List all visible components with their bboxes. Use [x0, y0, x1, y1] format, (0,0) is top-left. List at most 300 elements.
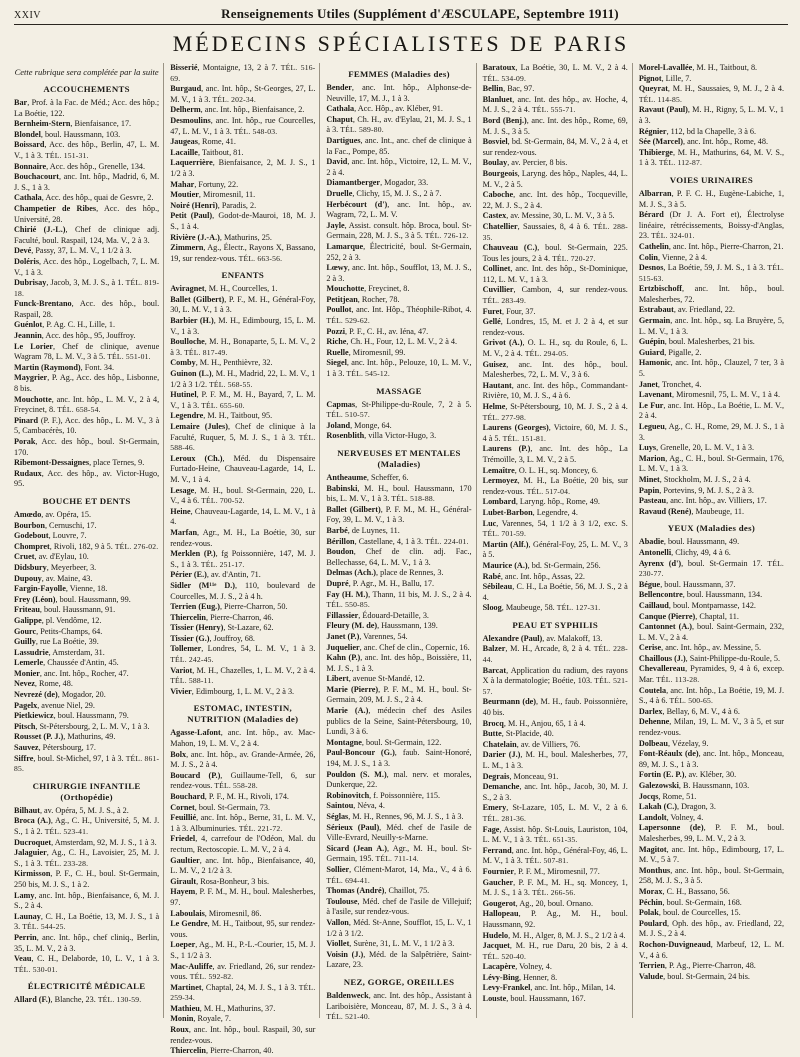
entry-details: , Victoire, 60, M. J. S., 4 à 5. [482, 423, 628, 443]
directory-entry [170, 316, 315, 337]
telephone: TÉL. 651-35. [533, 835, 578, 845]
doctor-name: Jalaguier [14, 848, 47, 858]
entry-details: , M. H., boul. Haussmann, 170 bis, L. M. V., 1 à 3. [326, 483, 472, 504]
section-heading: NEZ, GORGE, OREILLES [343, 976, 455, 987]
directory-entry [483, 338, 628, 359]
telephone: TÉL. 521-57. [482, 676, 628, 696]
doctor-name: Viollet [326, 939, 350, 949]
directory-entry [483, 444, 628, 465]
doctor-name: Guinon (L.) [170, 369, 212, 379]
entry-details: , Jouffroy, 68. [209, 633, 255, 643]
directory-entry [170, 180, 315, 191]
directory-entry [326, 526, 471, 537]
column-3 [326, 63, 476, 1022]
doctor-name: Beurmann (de) [482, 697, 537, 707]
doctor-name: Zimmern [170, 243, 204, 253]
directory-entry [170, 158, 315, 179]
entry-details: , boul. Saint-Germain, 232, L. M. V., 2 à 4. [638, 622, 785, 642]
entry-details: , St-Philippe-du-Roule, 7, 2 à 5. [355, 399, 472, 409]
directory-entry [483, 169, 628, 190]
telephone: TÉL. 720-27. [552, 253, 596, 263]
doctor-name: Bérillon [326, 536, 355, 546]
directory-entry [483, 243, 628, 264]
entry-details: , Surène, 31, L. M. V., 1 1/2 à 3. [349, 939, 455, 949]
entry-details: , Volney, 4. [666, 812, 704, 822]
doctor-name: Coutela [638, 685, 667, 695]
entry-details: , Vézelay, 9. [667, 738, 709, 748]
directory-entry [170, 602, 315, 613]
entry-details: , Londres, 15, M. et J. 2 à 4, et sur rendez-vous. [482, 317, 628, 337]
directory-entry [326, 104, 471, 115]
doctor-name: Siegel [326, 358, 347, 368]
entry-details: , Petits-Champs, 64. [36, 626, 103, 636]
doctor-name: Collinet [482, 264, 511, 274]
doctor-name: Broca (A.) [14, 816, 51, 826]
section-heading: NERVEUSES ET MENTALES (Maladies) [337, 448, 461, 469]
telephone: TÉL. 507-81. [524, 856, 569, 866]
doctor-name: Gaultier [170, 855, 200, 865]
directory-entry [326, 263, 471, 284]
directory-entry [14, 458, 159, 469]
doctor-name: Monin [170, 1014, 194, 1024]
directory-entry [14, 806, 159, 817]
journal-title: Renseignements Utiles (Supplément d'ÆSCULAPE, Septembre 1911) [221, 6, 619, 21]
entry-details: , av. Friedland, 26, sur rendez-vous. [170, 961, 316, 982]
directory-entry [326, 242, 471, 263]
entry-details: , Londres, 54, L. M. V., 1 à 3. [201, 644, 316, 654]
entry-details: , Méd. de la Salpêtrière, Saint-Lazare, 23. [326, 949, 472, 970]
directory-entry [14, 193, 159, 204]
directory-entry [14, 416, 159, 437]
entry-details: , Monge, 64. [350, 420, 392, 430]
doctor-name: Barbier (H.) [170, 316, 214, 326]
doctor-name: Bender [326, 83, 352, 92]
entry-details: , St-Pétersbourg, 2, L. M. V., 1 à 3. [35, 721, 150, 731]
entry-details: , Freycinet, 8. [364, 284, 410, 294]
entry-details: , Laryng. hôp., Rome, 49. [515, 497, 600, 507]
directory-entry [14, 373, 159, 394]
directory-entry [14, 648, 159, 659]
entry-details: , Volney, 4. [515, 962, 552, 972]
entry-details: , Pétersbourg, 17. [38, 743, 96, 753]
entry-details: , Acc. des hôp., 95, Jouffroy. [41, 331, 136, 341]
entry-details: , anc. Int. hôp., Alphonse-de-Neuville, 17, M. J., 1 à 3. [326, 83, 472, 103]
entry-details: , M. H., Penthièvre, 32. [195, 358, 273, 368]
entry-details: , P. F. M., M. H., boul. Malesherbes, 97. [170, 887, 316, 907]
directory-entry [170, 549, 315, 570]
entry-details: , P. Ag., Pierre-Charron, 48. [664, 961, 756, 971]
doctor-name: Ravaud (René) [638, 506, 692, 516]
directory-entry [170, 813, 315, 834]
directory-entry [170, 507, 315, 528]
directory-entry [170, 803, 315, 814]
directory-entry [639, 823, 784, 844]
directory-entry [483, 582, 628, 603]
entry-details: , P. F. M., M. H., Général-Foy, 39, L. M. V., 1 à 3. [326, 504, 472, 525]
telephone: TÉL. 224-01. [425, 536, 469, 546]
telephone: TÉL. 592-82. [189, 972, 234, 982]
doctor-name: Guépin [638, 337, 665, 347]
directory-entry [170, 834, 315, 855]
doctor-name: Kirmisson [14, 869, 51, 879]
directory-entry [639, 961, 784, 972]
doctor-name: Le Gendre [170, 919, 208, 929]
doctor-name: Kahn (P.) [326, 653, 361, 663]
doctor-name: Agasse-Lafont [170, 728, 221, 738]
entry-details: , P. Ag., Acc. des hôp., Lisbonne, 8 bis. [14, 373, 160, 394]
doctor-name: Boucard (P.) [170, 770, 221, 780]
entry-details: , M. H., Taitbout, 95. [203, 411, 273, 421]
doctor-name: Minet [638, 474, 660, 484]
directory-entry [483, 719, 628, 730]
entry-details: , Amsterdam, 92, M. J. S., 1 à 3. [51, 837, 157, 847]
doctor-name: Sauvez [14, 743, 39, 753]
doctor-name: Blanluet [482, 94, 513, 104]
doctor-name: Régnier [638, 126, 667, 136]
directory-entry [14, 331, 159, 342]
directory-entry [14, 552, 159, 563]
entry-details: , Bellay, 6, M. V., 4 à 6. [662, 706, 740, 716]
doctor-name: Variot [170, 665, 193, 675]
doctor-name: Porak [14, 437, 36, 446]
directory-entry [326, 348, 471, 359]
entry-details: , Vienne, 18. [65, 584, 108, 594]
doctor-name: Ribemont-Dessaignes [14, 458, 90, 468]
doctor-name: Hayem [170, 887, 196, 897]
directory-entry [639, 358, 784, 379]
doctor-name: Ertzbischoff [638, 284, 683, 294]
doctor-name: Gaucher [482, 877, 514, 887]
directory-entry [14, 838, 159, 849]
entry-details: , anc. Int. des hôp., St-Dominique, 112, L. M. V., 1 à 3. [482, 264, 628, 284]
entry-details: , B. Haussmann, 103. [678, 781, 750, 790]
doctor-name: Godebout [14, 531, 49, 541]
entry-details: , Taitbout, 81. [197, 147, 244, 157]
entry-details: , av. d'Antin, 71. [206, 570, 261, 580]
entry-details: , Varennes, 54, 1 1/2 à 3 1/2, exc. S. [496, 518, 628, 528]
directory-entry [14, 130, 159, 141]
entry-details: , P. F., C. H., boul. St-Germain, 250 bis, M. J. S., 1 à 2. [14, 869, 160, 889]
doctor-name: Bosviel [482, 137, 508, 147]
entry-details: , anc. Int. hôp., Jacob, 30, M. J. S., 2 à 3. [482, 782, 628, 802]
telephone: TÉL. 516-69. [170, 63, 316, 83]
doctor-name: Bouchacourt [14, 172, 60, 182]
directory-entry [170, 233, 315, 244]
doctor-name: Launay [14, 911, 41, 921]
directory-entry [326, 748, 471, 769]
telephone: TÉL. 259-34. [170, 982, 316, 1003]
doctor-name: Rudaux [14, 468, 42, 478]
directory-entry [639, 972, 784, 983]
entry-details: , anc. Int. hôp., Général-Foy, 46, L. M. V., 1 à 3. [482, 845, 628, 866]
directory-entry [483, 962, 628, 973]
directory-entry [170, 728, 315, 749]
entry-details: , Chaptal, 24, M. J. S., 1 à 3. [201, 982, 297, 992]
doctor-name: Veau [14, 954, 32, 964]
doctor-name: Ballet (Gilbert) [170, 294, 225, 304]
doctor-name: Ducroquet [14, 837, 52, 847]
directory-entry [483, 317, 628, 338]
telephone: TÉL. 568-55. [209, 379, 253, 389]
entry-details: , M. H., Alger, 8, M. J. S., 2 1/2 à 4. [508, 930, 626, 940]
doctor-name: Laboulais [170, 908, 205, 918]
directory-entry [170, 422, 315, 454]
telephone: TÉL. 534-09. [482, 73, 527, 83]
entry-details: , Fortuny, 22. [194, 179, 239, 189]
doctor-name: Dupré [326, 578, 349, 588]
doctor-name: Mouchotte [14, 394, 52, 404]
telephone: TÉL. 277-98. [482, 412, 527, 422]
directory-entry [483, 878, 628, 899]
doctor-name: Guénlot [14, 320, 43, 330]
telephone: TÉL. 548-03. [233, 126, 278, 136]
doctor-name: Lemerle [14, 658, 44, 668]
directory-entry [170, 792, 315, 803]
telephone: TÉL. 663-56. [238, 253, 283, 263]
entry-details: , av. Opéra, 15. [41, 509, 92, 519]
entry-details: , P. Ag. C. H., Lille, 1. [42, 320, 116, 330]
entry-details: , av. Maine, 43. [41, 573, 93, 583]
directory-entry [170, 454, 315, 486]
entry-details: , Amsterdam, 31. [48, 647, 105, 657]
entry-details: , anc. Int. hôp., Rocher, 47. [39, 668, 129, 678]
entry-details: , O. L. H., sq. du Roule, 6, L. M. V., 2 à 4. [482, 338, 628, 359]
entry-details: , Miromesnil, 11. [198, 190, 256, 200]
directory-entry [326, 305, 471, 326]
directory-entry [483, 63, 628, 84]
directory-entry [483, 644, 628, 665]
entry-details: , Rosa-Bonheur, 3 bis. [196, 876, 270, 886]
entry-details: , Ag., C. H., boul. St-Germain, 176, L. M. V., 1 à 3. [638, 453, 785, 474]
doctor-name: Bellencontre [638, 590, 683, 600]
doctor-name: Montagne [326, 737, 362, 747]
entry-details: , Miromesnil, 99. [348, 347, 406, 357]
doctor-name: Juquelier [326, 642, 360, 652]
entry-details: , P. F., M. H., Rivoli, 174. [204, 792, 289, 801]
doctor-name: Toulouse [326, 896, 358, 906]
doctor-name: Chevallereau [638, 664, 686, 674]
doctor-name: Bérard [638, 210, 664, 220]
directory-entry [483, 825, 628, 846]
directory-entry [639, 866, 784, 887]
entry-details: , boul. St-Germain, 168. [662, 897, 742, 907]
directory-entry [14, 98, 159, 119]
telephone: TÉL. 324-01. [651, 231, 695, 241]
doctor-name: Monthus [638, 865, 671, 875]
doctor-name: Mathieu [170, 1003, 200, 1013]
entry-details: , C. H., Delaborde, 10, L. V., 1 à 3. [31, 954, 160, 964]
directory-entry [639, 390, 784, 401]
directory-entry [639, 898, 784, 909]
directory-entry [170, 623, 315, 634]
entry-details: , anc. Int. hôp., sq. La Bruyère, 5, L. M. V., 1 à 3. [638, 316, 785, 336]
directory-entry [14, 299, 159, 320]
doctor-name: Baldenweck [326, 990, 369, 1000]
directory-entry [170, 962, 315, 983]
directory-entry [14, 563, 159, 574]
doctor-name: Chompret [14, 541, 50, 551]
entry-details: , Maubeuge, 58. [501, 603, 555, 613]
entry-details: , Agr., M. H., La Boétie, 30, sur rendez-vous. [170, 527, 316, 548]
doctor-name: Heine [170, 506, 191, 516]
doctor-name: Marfan [170, 527, 198, 537]
doctor-name: Butte [482, 729, 502, 739]
directory-entry [639, 63, 784, 74]
directory-entry [14, 363, 159, 374]
directory-entry [639, 643, 784, 654]
entry-details: , M. H., La Boétie, 20 bis, sur rendez-vous. [482, 476, 628, 496]
directory-entry [483, 84, 628, 95]
doctor-name: Petitjean [326, 294, 358, 304]
doctor-name: Funck-Brentano [14, 299, 72, 309]
telephone: TÉL. 529-62. [326, 316, 370, 326]
directory-entry [326, 844, 471, 865]
directory-entry [483, 803, 628, 824]
entry-details: , boul. Haussmann, 79. [53, 711, 129, 721]
directory-entry [483, 603, 628, 614]
telephone: TÉL. 726-12. [424, 231, 469, 241]
doctor-name: Bellin [482, 84, 504, 94]
directory-entry [483, 116, 628, 137]
doctor-name: Grivot (A.) [482, 338, 523, 348]
entry-details: , boul. Haussmann, 49. [663, 537, 740, 547]
entry-details: , médecin chef des Asiles publics de la Seine, Saint-Pétersbourg, 10, Lundi, 3 à 6. [326, 706, 472, 737]
directory-entry [483, 190, 628, 211]
entry-details: , Portevins, 9, M. J. S., 2 à 3. [659, 485, 754, 495]
doctor-name: Thiercelin [170, 1046, 206, 1056]
doctor-name: Sicard (Jean A.) [326, 843, 387, 853]
entry-details: , Ag., M. H., P.-L.-Courier, 15, M. J. S., 1 1/2 à 3. [170, 940, 316, 960]
entry-details: , boul. Haussmann, 91. [39, 605, 116, 615]
directory-entry [14, 954, 159, 975]
entry-details: , Assist. consult. hôp. Broca, boul. St-Germain, 228, M. J. S., 3 à 5. [326, 220, 472, 241]
doctor-name: Sollier [326, 864, 350, 874]
doctor-name: Loeper [170, 940, 196, 950]
directory-entry [639, 486, 784, 497]
entry-details: , Four, 37. [502, 306, 536, 316]
entry-details: , Edimbourg, 1, L. M. V., 2 à 3. [191, 686, 295, 696]
telephone: TÉL. 281-36. [482, 813, 527, 823]
directory-entry [483, 211, 628, 222]
directory-entry [639, 908, 784, 919]
doctor-name: Lamy [14, 890, 35, 900]
directory-entry [483, 95, 628, 116]
doctor-name: Lavenant [638, 390, 673, 400]
doctor-name: Galezowski [638, 781, 679, 790]
doctor-name: Sébileau [482, 582, 513, 592]
doctor-name: Lombard [482, 497, 516, 507]
doctor-name: Noiré (Henri) [170, 200, 218, 210]
doctor-name: Pozzi [326, 326, 346, 336]
directory-entry [170, 63, 315, 84]
entry-details: , Stockholm, M. J. S., 2 à 4. [659, 474, 751, 484]
entry-details: , Miromesnil, 75, L. M. V., 1 à 4. [672, 390, 780, 400]
doctor-name: Laurens (P.) [482, 444, 531, 454]
entry-details: , Chaptal, 11. [695, 611, 739, 621]
directory-entry [639, 127, 784, 138]
directory-entry [170, 201, 315, 212]
entry-details: , 110, boulevard de Courcelles, M. J. S., 2 à 4 h. [170, 580, 316, 601]
doctor-name: Jacquet [482, 941, 510, 951]
directory-entry [14, 574, 159, 585]
doctor-name: Valude [638, 971, 664, 981]
directory-entry [326, 157, 471, 178]
doctor-name: Bourgeois [482, 168, 518, 178]
directory-entry [14, 225, 159, 246]
directory-entry [14, 140, 159, 161]
directory-entry [639, 940, 784, 961]
telephone: TÉL. 294-05. [524, 349, 569, 359]
doctor-name: Mahar [170, 179, 195, 189]
directory-entry [326, 632, 471, 643]
doctor-name: Siffre [14, 753, 34, 763]
entry-details: , Meyerbeer, 3. [46, 562, 97, 572]
entry-details: , place Ternes, 9. [89, 458, 145, 468]
entry-details: , anc. Int. hôp., av. Grande-Armée, 26, M. J. S., 2 à 4. [170, 749, 316, 770]
doctor-name: Darlex [638, 706, 663, 716]
entry-details: , M. H., Anjou, 65, 1 à 4. [503, 718, 586, 728]
entry-details: , Haussmann, 139. [377, 621, 438, 631]
doctor-name: Desnos [638, 263, 664, 273]
directory-entry [170, 369, 315, 390]
section-heading: VOIES URINAIRES [669, 174, 754, 185]
doctor-name: Hautant [482, 380, 512, 390]
directory-entry [483, 572, 628, 583]
entry-details: , O. L. H., sq. Moncey, 6. [514, 465, 598, 475]
directory-entry [326, 886, 471, 897]
doctor-name: Poulard [638, 918, 668, 928]
entry-details: , Acc. des hôp., Grenelle, 134. [46, 161, 146, 171]
entry-details: , anc. Int. hôp., Bienfaisance, 40, L. M. V., 2 1/2 à 3. [170, 855, 316, 876]
directory-entry [326, 653, 471, 674]
doctor-name: Emery [482, 803, 507, 813]
entry-details: , M. H., Chazelles, 1, L. M. V., 2 à 4. [192, 665, 316, 675]
entry-details: , anc. Int. hôp., av. Messine, 5. [661, 643, 762, 653]
directory-entry [326, 674, 471, 685]
doctor-name: Riche [326, 337, 347, 347]
directory-entry [639, 253, 784, 264]
directory-entry [14, 320, 159, 331]
doctor-name: Pasteau [638, 496, 667, 506]
entry-details: , Agr., M. H., boul. St-Germain, 195. [326, 843, 472, 864]
directory-entry [483, 782, 628, 803]
directory-entry [639, 454, 784, 475]
entry-details: , P. Ag., M. H., boul. Haussmann, 92. [482, 909, 628, 929]
directory-entry [483, 994, 628, 1005]
doctor-name: Saintou [326, 801, 354, 811]
doctor-name: Cruet [14, 552, 35, 562]
entry-details: , C. H., La Boétie, 13, M. J. S., 1 à 3. [14, 911, 160, 932]
telephone: TÉL. 655-60. [201, 400, 245, 410]
directory-entry [639, 284, 784, 305]
directory-entry [14, 595, 159, 606]
entry-details: , M. H., Arcade, 8, 2 à 4. [505, 644, 591, 654]
doctor-name: Vallon [326, 917, 349, 927]
entry-details: , Lille, 7. [661, 73, 692, 83]
telephone: TÉL. 276-02. [114, 541, 159, 551]
entry-details: , Acc. des hôp., av. Victor-Hugo, 95. [14, 468, 160, 489]
directory-entry [639, 707, 784, 718]
entry-details: , M. H., Mathurins, 64, M. V. S., 1 à 3. [638, 147, 785, 168]
entry-details: , pl. Vendôme, 12. [41, 615, 102, 625]
entry-details: , Cambon, 4, sur rendez-vous. [513, 285, 628, 295]
doctor-name: Feuillié [170, 813, 197, 823]
directory-entry [639, 580, 784, 591]
entry-details: , Maubeuge, 11. [691, 506, 745, 516]
telephone: TÉL. 520-40. [482, 951, 527, 961]
directory-entry [483, 540, 628, 561]
doctor-name: Boulay [482, 158, 508, 168]
